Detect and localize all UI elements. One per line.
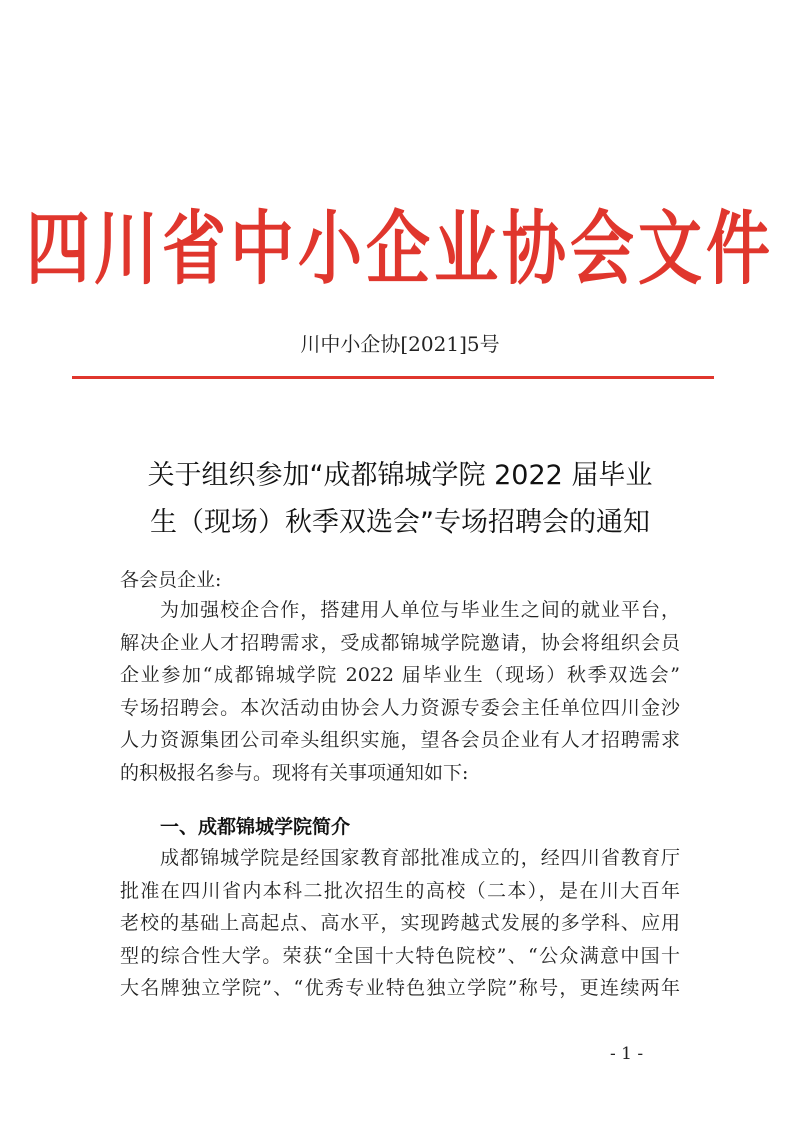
notice-title-line: 生（现场）秋季双选会”专场招聘会的通知 xyxy=(150,507,650,538)
intro-paragraph xyxy=(120,594,680,789)
paragraph-line: 老校的基础上高起点、高水平，实现跨越式发展的多学科、应用 xyxy=(120,912,680,934)
document-header-title: 四川省中小企业协会文件 xyxy=(26,203,774,297)
paragraph-line: 型的综合性大学。荣获“全国十大特色院校”、“公众满意中国十 xyxy=(120,944,680,967)
paragraph-line: 专场招聘会。本次活动由协会人力资源专委会主任单位四川金沙 xyxy=(120,696,680,719)
paragraph-line: 大名牌独立学院”、“优秀专业特色独立学院”称号，更连续两年 xyxy=(120,977,680,999)
page-number: - 1 - xyxy=(610,1044,644,1064)
paragraph-line: 为加强校企合作，搭建用人单位与毕业生之间的就业平台， xyxy=(160,599,680,621)
paragraph-line: 批准在四川省内本科二批次招生的高校（二本），是在川大百年 xyxy=(120,879,680,902)
paragraph-line: 人力资源集团公司牵头组织实施，望各会员企业有人才招聘需求 xyxy=(120,729,680,751)
salutation: 各会员企业: xyxy=(120,569,222,591)
section-heading: 一、成都锦城学院简介 xyxy=(160,816,351,838)
document-number: 川中小企协[2021]5号 xyxy=(300,332,500,356)
section-paragraph xyxy=(120,842,680,1005)
notice-title-line: 关于组织参加“成都锦城学院 2022 届毕业 xyxy=(147,460,653,491)
paragraph-line: 成都锦城学院是经国家教育部批准成立的，经四川省教育厅 xyxy=(160,847,680,869)
paragraph-line: 解决企业人才招聘需求，受成都锦城学院邀请，协会将组织会员 xyxy=(120,631,680,654)
red-divider-line xyxy=(72,376,714,379)
paragraph-line: 企业参加“成都锦城学院 2022 届毕业生（现场）秋季双选会” xyxy=(120,664,680,686)
notice-title xyxy=(80,452,720,546)
paragraph-line: 的积极报名参与。现将有关事项通知如下: xyxy=(120,761,469,784)
